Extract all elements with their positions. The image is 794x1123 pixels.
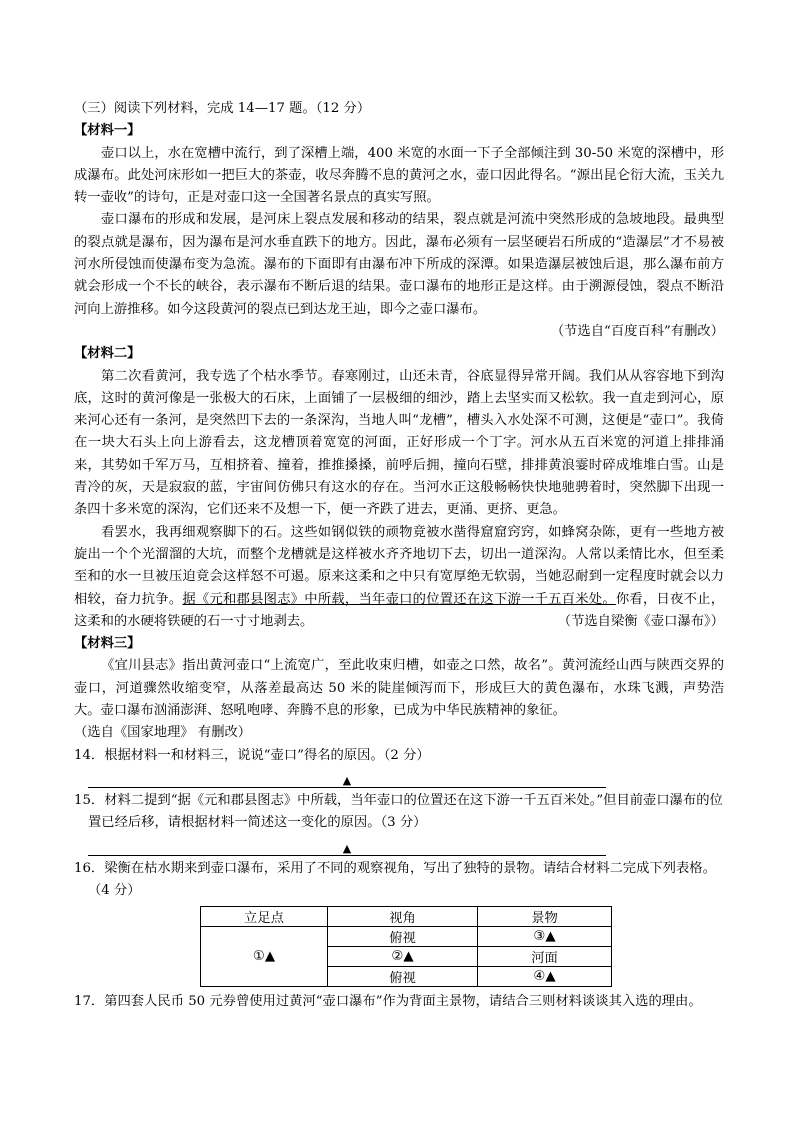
table-cell-scene: 河面 — [478, 947, 612, 967]
observation-table — [200, 906, 612, 987]
question-15: 15．材料二提到“据《元和郡县图志》中所载，当年壶口的位置还在这下游一千五百米处。”但目前壶口瀑布的位置已经后移，请根据材料一简述这一变化的原因。（3 分） — [74, 792, 723, 831]
table-cell-standpoint[interactable]: ①▲ — [201, 927, 328, 987]
material-2-paragraph-2 — [74, 522, 724, 633]
table-cell-angle: 俯视 — [328, 927, 478, 947]
table-cell-angle: 俯视 — [328, 967, 478, 987]
table-cell-scene[interactable]: ④▲ — [478, 967, 612, 987]
table-header: 景物 — [478, 907, 612, 927]
material-2-paragraph-1: 第二次看黄河，我专选了个枯水季节。春寒刚过，山还未青，谷底显得异常开阔。我们从从容容地下到沟底，这时的黄河像是一张极大的石床，上面铺了一层极细的细沙，踏上去坚实而又松软。我一直走到河心，原来河心还有一条河，是突然凹下去的一条深沟，当地人叫“龙槽”，槽头入水处深不可测，这便是“壶口”。我倚在一块大石头上向上游看去，这龙槽顶着宽宽的河面，正好形成一个丁字。河水从五百米宽的河道上排排涌来，其势如千军万马，互相挤着、撞着，推推搡搡，前呼后拥，撞向石壁，排排黄浪霎时碎成堆堆白雪。山是青冷的灰，天是寂寂的蓝，宇宙间仿佛只有这水的存在。当河水正这般畅畅快快地驰骋着时，突然脚下出现一条四十多米宽的深沟，它们还来不及想一下，便一齐跌了进去，更涌、更挤、更急。 — [74, 368, 724, 518]
answer-line-15[interactable] — [88, 835, 606, 856]
question-17: 17．第四套人民币 50 元券曾使用过黄河“壶口瀑布”作为背面主景物，请结合三则材料谈谈其入选的理由。 — [74, 994, 702, 1010]
material-1-label: 【材料一】 — [74, 123, 141, 139]
question-16: 16．梁衡在枯水期来到壶口瀑布，采用了不同的观察视角，写出了独特的景物。请结合材料二完成下列表格。（4 分） — [74, 860, 716, 898]
question-14: 14．根据材料一和材料三，说说“壶口”得名的原因。（2 分） — [74, 747, 430, 763]
table-header: 视角 — [328, 907, 478, 927]
material-2-text-b: 你看，日夜不止，这柔和的水硬将铁硬的石一寸寸地剥去。 — [74, 591, 724, 629]
section-title: （三）阅读下列材料，完成 14—17 题。（12 分） — [74, 101, 371, 116]
material-2-underlined-sentence: 据《元和郡县图志》中所载，当年壶口的位置还在这下游一千五百米处。 — [182, 591, 616, 607]
table-header: 立足点 — [201, 907, 328, 927]
material-2-source: （节选自梁衡《壶口瀑布》） — [557, 613, 724, 629]
material-1-source: （节选自“百度百科”有删改） — [550, 323, 724, 339]
answer-line-14[interactable] — [88, 767, 606, 788]
material-2-text-a: 看罢水，我再细观察脚下的石。这些如钢似铁的顽物竟被水凿得窟窟窍窍，如蜂窝杂陈，更有一些地方被旋出一个个光溜溜的大坑，而整个龙槽就是这样被水齐齐地切下去，切出一道深沟。人常以柔情比水，但至柔至和的水一旦被压迫竟会这样怒不可遏。原来这柔和之中只有宽厚绝无软弱，当她忍耐到一定程度时就会以力相较，奋力抗争。 — [74, 524, 724, 607]
table-cell-angle[interactable]: ②▲ — [328, 947, 478, 967]
material-2-label: 【材料二】 — [74, 346, 141, 362]
answer-marker: ▲ — [342, 841, 352, 855]
material-1-paragraph-1: 壶口以上，水在宽槽中流行，到了深槽上端，400 米宽的水面一下子全部倾注到 30-50 米宽的深槽中，形成瀑布。此处河床形如一把巨大的茶壶，收尽奔腾不息的黄河之水，壶口因此得名。“源出昆仑衍大流，玉关九转一壶收”的诗句，正是对壶口这一全国著名景点的真实写照。 — [74, 145, 724, 206]
table-cell-scene[interactable]: ③▲ — [478, 927, 612, 947]
material-3-paragraph-1: 《宜川县志》指出黄河壶口“上流宽广，至此收束归槽，如壶之口然，故名”。黄河流经山西与陕西交界的壶口，河道骤然收缩变窄，从落差最高达 50 米的陡崖倾泻而下，形成巨大的黄色瀑布，水珠飞溅，声势浩大。壶口瀑布汹涌澎湃、怒吼咆哮、奔腾不息的形象，已成为中华民族精神的象征。 — [74, 658, 724, 719]
table-header-row — [201, 907, 612, 927]
document-page — [74, 98, 724, 1013]
material-1-paragraph-2: 壶口瀑布的形成和发展，是河床上裂点发展和移动的结果，裂点就是河流中突然形成的急坡地段。最典型的裂点就是瀑布，因为瀑布是河水垂直跌下的地方。因此，瀑布必须有一层坚硬岩石所成的“造瀑层”才不易被河水所侵蚀而使瀑布变为急流。瀑布的下面即有由瀑布冲下所成的深潭。如果造瀑层被蚀后退，那么瀑布前方就会形成一个不长的峡谷，表示瀑布不断后退的结果。壶口瀑布的地形正是这样。由于溯源侵蚀，裂点不断沿河向上游推移。如今这段黄河的裂点已到达龙王辿，即今之壶口瀑布。 — [74, 212, 724, 317]
material-3-source: （选自《国家地理》 有删改） — [74, 725, 252, 741]
material-3-label: 【材料三】 — [74, 636, 141, 652]
table-row — [201, 927, 612, 947]
answer-marker: ▲ — [342, 773, 352, 787]
